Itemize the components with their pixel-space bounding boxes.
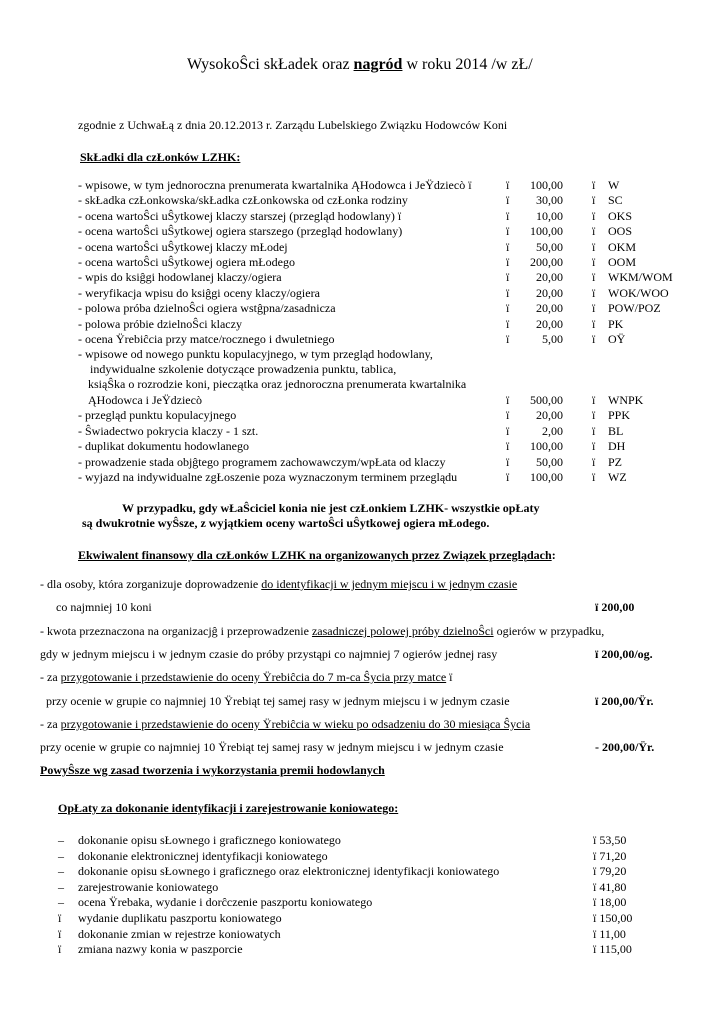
equiv-underlined: zasadniczej polowej próby dzielnoŜci: [311, 624, 494, 638]
ident-bullet: ï: [58, 926, 62, 941]
equiv-p2-amount: ï 200,00/og.: [595, 647, 653, 661]
fee-description: - przegląd punktu kopulacyjnego: [78, 408, 237, 422]
fee-description: - ocena wartoŜci uŜytkowej klaczy mŁodej: [78, 239, 288, 254]
fee-amount: 30,00: [536, 193, 563, 208]
equiv-underlined: do identyfikacji w jednym miejscu i w jednym czasie: [261, 577, 518, 591]
fee-dash: ï: [592, 423, 596, 438]
fee-dash: ï: [592, 193, 596, 208]
fee-code: PPK: [608, 408, 631, 422]
fee-dash: ï: [506, 332, 510, 346]
equiv-text: - za: [40, 670, 61, 684]
fee-dash: ï: [506, 193, 510, 208]
fee-dash: ï: [506, 423, 510, 438]
fee-amount: 100,00: [530, 439, 563, 453]
fee-dash: ï: [506, 301, 510, 316]
fee-dash: ï: [506, 470, 510, 484]
premium-header: PowyŜsze wg zasad tworzenia i wykorzystania premii hodowlanych: [40, 763, 385, 777]
fee-description: - wpis do ksiĝgi hodowlanej klaczy/ogiera: [78, 270, 282, 285]
equiv-text: - za: [40, 717, 61, 731]
equiv-p2-a: [40, 624, 604, 638]
wnpk-dash: ï: [506, 393, 510, 407]
fee-code: OOM: [608, 255, 637, 269]
wnpk-line: ĄHodowca i JeŸdziecò: [88, 393, 202, 407]
equiv-text: - dla osoby, która zorganizuje doprowadzenie: [40, 577, 262, 591]
fee-code: OKM: [608, 239, 637, 254]
equiv-p3-a: [40, 670, 453, 684]
equiv-p3-b: przy ocenie w grupie co najmniej 10 Ÿrebiąt tej samej rasy w jednym miejscu i w jednym czasie: [46, 694, 510, 708]
fee-dash: ï: [592, 178, 596, 192]
equiv-text: - kwota przeznaczona na organizacjĝ i przeprowadzenie: [40, 624, 312, 638]
fee-dash: ï: [506, 285, 510, 300]
equiv-p2-b: gdy w jednym miejscu i w jednym czasie do próby przystąpi co najmniej 7 ogierów jednej rasy: [40, 647, 498, 661]
fee-dash: ï: [592, 316, 596, 331]
ident-bullet: –: [58, 833, 64, 847]
fee-dash: ï: [592, 239, 596, 254]
ident-amount: ï 150,00: [593, 911, 633, 925]
fee-dash: ï: [506, 239, 510, 254]
fee-description: - ocena wartoŜci uŜytkowej ogiera mŁodego: [78, 255, 295, 269]
fee-description: - ocena Ÿrebiĉcia przy matce/rocznego i dwuletniego: [78, 332, 335, 346]
ident-amount: ï 11,00: [593, 926, 626, 941]
fee-description: - ocena wartoŜci uŜytkowej klaczy starszej (przegląd hodowlany) ï: [78, 208, 402, 223]
fee-code: PZ: [608, 454, 623, 469]
fee-amount: 2,00: [542, 423, 563, 438]
equiv-p1-a: [40, 577, 517, 591]
fee-dash: ï: [506, 408, 510, 422]
equiv-p1-amount: ï 200,00: [595, 600, 635, 614]
equiv-header-text: Ekwiwalent finansowy dla czŁonków LZHK na organizowanych przez Związek przeglądach: [78, 548, 552, 562]
fee-code: SC: [608, 193, 623, 208]
fee-amount: 20,00: [536, 408, 563, 422]
title-bold: nagród: [353, 56, 403, 73]
fee-dash: ï: [506, 454, 510, 469]
ident-bullet: ï: [58, 942, 62, 957]
title-post: w roku 2014 /w zŁ/: [402, 56, 533, 73]
fee-amount: 100,00: [530, 224, 563, 239]
fee-dash: ï: [592, 224, 596, 239]
ident-bullet: –: [58, 848, 64, 863]
ident-description: dokonanie opisu sŁownego i graficznego oraz elektronicznej identyfikacji koniowatego: [78, 864, 500, 879]
fee-code: BL: [608, 423, 624, 438]
equiv-p1-b: co najmniej 10 koni: [56, 600, 152, 614]
fee-code: W: [608, 178, 620, 192]
fees-header: SkŁadki dla czŁonków LZHK:: [80, 150, 241, 164]
fee-amount: 20,00: [536, 316, 563, 331]
fee-description: - wpisowe, w tym jednoroczna prenumerata kwartalnika ĄHodowca i JeŸdziecò ï: [78, 178, 472, 192]
ident-description: dokonanie zmian w rejestrze koniowatych: [78, 926, 281, 941]
fee-code: OOS: [608, 224, 633, 239]
fee-code: WKM/WOM: [608, 270, 673, 285]
equiv-underlined: przygotowanie i przedstawienie do oceny Ÿrebiĉcia do 7 m-ca Ŝycia przy matce: [60, 670, 447, 684]
fee-amount: 20,00: [536, 270, 563, 285]
fee-code: PK: [608, 316, 624, 331]
notice-line-1: W przypadku, gdy wŁaŜciciel konia nie jest czŁonkiem LZHK- wszystkie opŁaty: [122, 501, 540, 515]
wnpk-line: ksiąŜka o rozrodzie koni, pieczątka oraz jednoroczna prenumerata kwartalnika: [88, 377, 467, 391]
fee-description: - prowadzenie stada objĝtego programem zachowawczym/wpŁata od klaczy: [78, 454, 446, 469]
ident-amount: ï 41,80: [593, 879, 627, 894]
ident-description: dokonanie opisu sŁownego i graficznego koniowatego: [78, 833, 341, 847]
equiv-p4-a: [40, 717, 530, 731]
equiv-header: [78, 548, 556, 562]
fee-dash: ï: [506, 208, 510, 223]
equiv-p4-amount: - 200,00/Ÿr.: [595, 740, 655, 754]
fee-description: - Ŝwiadectwo pokrycia klaczy - 1 szt.: [78, 423, 259, 438]
fee-dash: ï: [592, 408, 596, 422]
equiv-header-colon: :: [551, 548, 556, 562]
ident-bullet: –: [58, 864, 64, 879]
fee-description: - ocena wartoŜci uŜytkowej ogiera starszego (przegląd hodowlany): [78, 224, 403, 239]
fee-dash: ï: [592, 454, 596, 469]
fee-amount: 100,00: [530, 178, 563, 192]
wnpk-amount: 500,00: [530, 393, 563, 407]
fee-dash: ï: [506, 224, 510, 239]
fee-dash: ï: [506, 178, 510, 192]
fee-code: WOK/WOO: [608, 285, 669, 300]
wnpk-line: indywidualne szkolenie dotyczące prowadzenia punktu, tablica,: [90, 362, 397, 376]
fee-dash: ï: [592, 255, 596, 269]
fee-code: POW/POZ: [608, 301, 661, 316]
fee-dash: ï: [592, 470, 596, 484]
fee-dash: ï: [506, 270, 510, 285]
equiv-text: ogierów w przypadku,: [493, 624, 605, 638]
ident-amount: ï 71,20: [593, 848, 627, 863]
fee-dash: ï: [506, 255, 510, 269]
fee-amount: 5,00: [542, 332, 563, 346]
ident-bullet: ï: [58, 911, 62, 925]
equiv-p3-amount: ï 200,00/Ÿr.: [595, 694, 654, 708]
fee-code: OKS: [608, 208, 633, 223]
ident-bullet: –: [58, 879, 64, 894]
ident-description: dokonanie elektronicznej identyfikacji koniowatego: [78, 848, 328, 863]
fee-amount: 100,00: [530, 470, 563, 484]
fee-amount: 20,00: [536, 285, 563, 300]
fee-code: OŸ: [608, 332, 626, 346]
notice-line-2: są dwukrotnie wyŜsze, z wyjątkiem oceny wartoŜci uŜytkowej ogiera mŁodego.: [82, 516, 490, 530]
fee-dash: ï: [592, 270, 596, 285]
fee-dash: ï: [592, 285, 596, 300]
page-title: [187, 56, 533, 74]
fee-description: - skŁadka czŁonkowska/skŁadka czŁonkowska od czŁonka rodziny: [78, 193, 408, 208]
fee-dash: ï: [592, 439, 596, 453]
fee-description: - weryfikacja wpisu do ksiĝgi oceny klaczy/ogiera: [78, 285, 320, 300]
fee-amount: 50,00: [536, 239, 563, 254]
ident-bullet: –: [58, 895, 64, 910]
fee-description: - duplikat dokumentu hodowlanego: [78, 439, 249, 453]
fee-dash: ï: [592, 332, 596, 346]
ident-description: zarejestrowanie koniowatego: [78, 879, 219, 894]
ident-description: zmiana nazwy konia w paszporcie: [78, 942, 243, 957]
wnpk-dash: ï: [592, 393, 596, 407]
fee-amount: 10,00: [536, 208, 563, 223]
ident-amount: ï 115,00: [593, 942, 632, 957]
ident-description: wydanie duplikatu paszportu koniowatego: [78, 911, 282, 925]
ident-description: ocena Ÿrebaka, wydanie i dorĉczenie paszportu koniowatego: [78, 895, 373, 910]
equiv-p4-b: przy ocenie w grupie co najmniej 10 Ÿrebiąt tej samej rasy w jednym miejscu i w jednym czasie: [40, 740, 504, 754]
fee-amount: 20,00: [536, 301, 563, 316]
fee-code: WZ: [608, 470, 627, 484]
fee-amount: 50,00: [536, 454, 563, 469]
wnpk-line: - wpisowe od nowego punktu kopulacyjnego, w tym przegląd hodowlany,: [78, 347, 433, 361]
equiv-text: ï: [446, 670, 453, 684]
fee-code: DH: [608, 439, 626, 453]
wnpk-code: WNPK: [608, 393, 644, 407]
ident-amount: ï 18,00: [593, 895, 627, 910]
ident-header: OpŁaty za dokonanie identyfikacji i zarejestrowanie koniowatego:: [58, 801, 399, 815]
fee-description: - wyjazd na indywidualne zgŁoszenie poza wyznaczonym terminem przeglądu: [78, 470, 458, 484]
equiv-underlined: przygotowanie i przedstawienie do oceny Ÿrebiĉcia w wieku po odsadzeniu do 30 miesiąca Ŝycia: [60, 717, 531, 731]
fee-dash: ï: [506, 439, 510, 453]
title-pre: WysokoŜci skŁadek oraz: [187, 56, 354, 73]
fee-description: - polowa próba dzielnoŜci ogiera wstĝpna/zasadnicza: [78, 301, 336, 316]
resolution-line: zgodnie z UchwaŁą z dnia 20.12.2013 r. Zarządu Lubelskiego Związku Hodowców Koni: [78, 118, 508, 132]
ident-amount: ï 53,50: [593, 833, 627, 847]
fee-dash: ï: [592, 208, 596, 223]
fee-amount: 200,00: [530, 255, 563, 269]
fee-description: - polowa próbie dzielnoŜci klaczy: [78, 316, 242, 331]
fee-dash: ï: [592, 301, 596, 316]
ident-amount: ï 79,20: [593, 864, 627, 879]
fee-dash: ï: [506, 316, 510, 331]
